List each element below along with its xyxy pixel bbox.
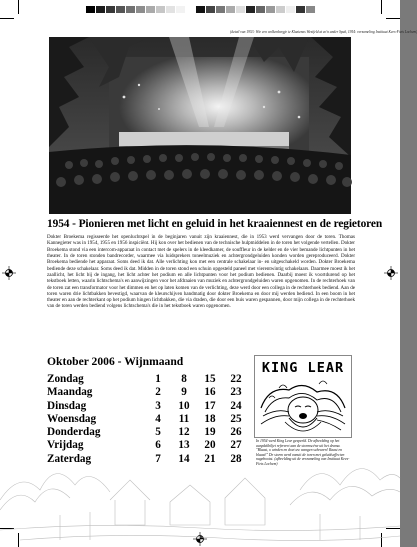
- color-swatch: [286, 6, 295, 13]
- color-calibration-bar: [0, 6, 400, 16]
- color-swatch: [216, 6, 225, 13]
- date-cell: 23: [230, 386, 242, 399]
- date-cell: 3: [155, 399, 161, 412]
- month-title: Oktober 2006 - Wijnmaand: [47, 355, 184, 368]
- calendar-row: [47, 386, 275, 399]
- date-cell: 9: [181, 386, 187, 399]
- date-cell: 15: [204, 373, 216, 385]
- date-cell: 4: [155, 412, 161, 425]
- color-swatch: [156, 6, 165, 13]
- date-cell: 28: [230, 452, 242, 465]
- calendar-row: [47, 400, 275, 413]
- date-cell: 14: [178, 452, 190, 465]
- color-swatch: [206, 6, 215, 13]
- date-cell: 25: [230, 412, 242, 425]
- date-cell: 13: [178, 439, 190, 452]
- date-cell: 10: [178, 399, 190, 412]
- crop-mark: [381, 0, 382, 14]
- weekday-label: Maandag: [47, 386, 93, 399]
- calendar-row: [47, 413, 275, 426]
- registration-mark-icon: [384, 266, 398, 280]
- color-swatch: [136, 6, 145, 13]
- date-cell: 19: [204, 426, 216, 439]
- weekday-label: Dinsdag: [47, 399, 87, 412]
- date-cell: 18: [204, 412, 216, 425]
- article-body: [47, 234, 355, 310]
- date-cell: 7: [155, 452, 161, 465]
- color-swatch: [266, 6, 275, 13]
- theater-photo: [49, 37, 351, 214]
- article-headline: 1954 - Pionieren met licht en geluid in het kraaiennest en de regietoren: [47, 218, 383, 230]
- poster-caption: In 1954 werd King Lear gespeeld. De afbeelding op het aanplakbiljet refereert aan de stormscène uit het drama. "Blaast, o winden en doet uw wangen scheuren! Raast en blaast!" De storm werd vanuit de toren met geluidseffecten nagebootst. (afbeelding uit de verzameling van Instituut Kees-Fiets Lochem): [256, 439, 350, 466]
- article-paragraph: Dokter Broekema regisseerde het openluchtspel in de beginjaren vanuit zijn kraaiennest, die in 1953 werd vervangen door de toren. Thomas Kannegieter was in 1954, 1955 en 1956 inspiciënt. Hij kon over het bedienen van de technische hulpmiddelen in de toren het volgende vertellen. Dokter Broekema stond via een intercom-apparaat in contact met de spelers in de kleedkamer, de souffleur in de kelder en de vier bemande lichtpunten in het theater. In de toren stonden bandrecorder, waarmee via luidsprekers toneelmuziek en achtergrondgeluiden konden worden gereproduceerd. Dokter Broekema bediende het apparaat. Soms deed ik dat. Alle verlichting kon met een centrale schakelaar in- en uitgeschakeld worden. Dokter Broekema bediende deze schakelaar. Soms deed ik dat. Midden in de toren stond een schuin opgesteld paneel met vierentwintig schakelaars. Daarmee moest ik het zaallicht, het licht bij de ingang, het licht achter het podium en alle lichtpunten voor het podium bedienen. Daarbij moest ik voortdurend op het tekstboek letten, waarin lichtschema's en aanwijzingen voor het afdraaien van muziek en achtergrondgeluiden waren opgenomen. In de rechterhoek van de toren zat een transformator voor het dimmen en het op laten komen van de verlichting, deze werd door een collega in de rechterhoek bediend. Aan de toren waren drie lichtbakken bevestigd, waarvan de kleurschijven handmatig door dokter Broekema en door mij werden bediend. In een boom in het theater en aan de rechterkant op het podium hingen lichtbakken, die via draden, die door een buis waren gespannen, door mijn collega in de rechterhoek van de toren werden bediend volgens lichtschema's die in het tekstboek waren opgenomen.: [47, 234, 355, 310]
- date-cell: 20: [204, 439, 216, 452]
- color-swatch: [146, 6, 155, 13]
- color-swatch: [256, 6, 265, 13]
- color-swatch: [296, 6, 305, 13]
- storm-face-illustration-icon: [259, 378, 347, 436]
- date-cell: 12: [178, 426, 190, 439]
- calendar-row: [47, 373, 275, 386]
- color-swatch: [196, 6, 205, 13]
- crop-mark: [18, 0, 19, 14]
- date-cell: 21: [204, 452, 216, 465]
- color-swatch: [96, 6, 105, 13]
- date-cell: 2: [155, 386, 161, 399]
- crop-mark: [0, 18, 14, 19]
- king-lear-poster: [254, 355, 352, 438]
- weekday-label: Vrijdag: [47, 439, 84, 452]
- color-swatch: [176, 6, 185, 13]
- date-cell: 5: [155, 426, 161, 439]
- color-swatch: [166, 6, 175, 13]
- color-swatch: [226, 6, 235, 13]
- date-cell: 17: [204, 399, 216, 412]
- color-swatch: [186, 6, 195, 13]
- poster-title: KING LEAR: [261, 360, 345, 376]
- date-cell: 26: [230, 426, 242, 439]
- color-swatch: [246, 6, 255, 13]
- color-swatch: [306, 6, 315, 13]
- date-cell: 11: [178, 412, 190, 425]
- color-swatch: [116, 6, 125, 13]
- color-swatch: [86, 6, 95, 13]
- date-cell: 27: [230, 439, 242, 452]
- village-sketch-illustration: [0, 430, 400, 547]
- weekday-label: Donderdag: [47, 426, 101, 439]
- date-cell: 6: [155, 439, 161, 452]
- date-cell: 1: [155, 373, 161, 385]
- photo-caption: (detail van 1953: Wie een wolkenbergje te Klazienas Westfeld at zo'n ander Spuk, 1954: verzameling Instituut Kees-Fiets Lochem): [230, 30, 417, 34]
- date-cell: 22: [230, 373, 242, 385]
- weekday-label: Woensdag: [47, 412, 97, 425]
- color-swatch: [106, 6, 115, 13]
- crop-mark: [386, 18, 400, 19]
- weekday-label: Zaterdag: [47, 452, 92, 465]
- date-cell: 8: [181, 373, 187, 385]
- color-swatch: [126, 6, 135, 13]
- weekday-label: Zondag: [47, 373, 84, 385]
- date-cell: 24: [230, 399, 242, 412]
- color-swatch: [236, 6, 245, 13]
- registration-mark-icon: [2, 266, 16, 280]
- date-cell: 16: [204, 386, 216, 399]
- color-swatch: [276, 6, 285, 13]
